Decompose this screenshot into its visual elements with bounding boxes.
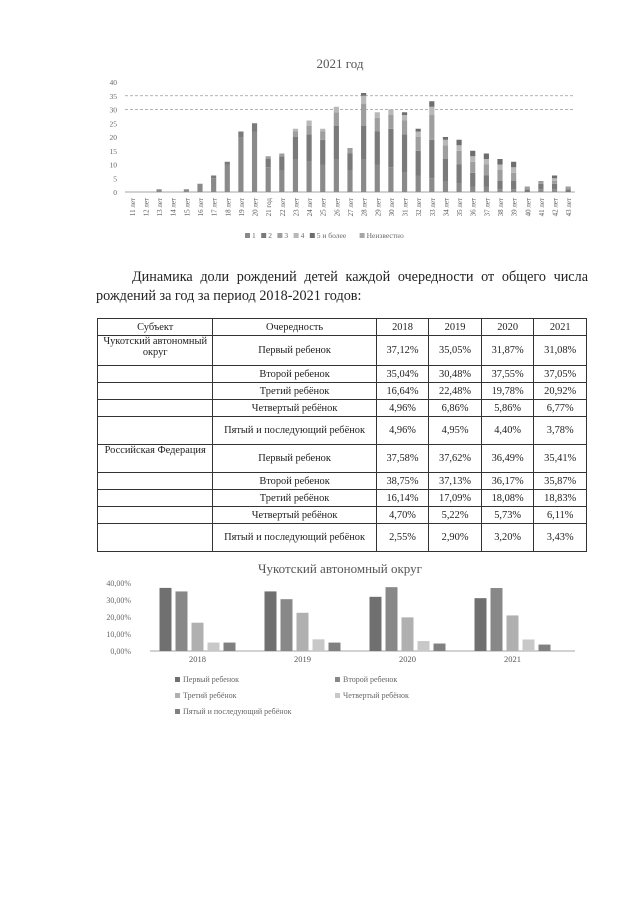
x-tick-label: 2021 <box>504 654 521 664</box>
value-cell: 3,43% <box>534 524 587 552</box>
bar-segment <box>307 121 312 127</box>
x-tick-label: 12 лет <box>142 198 151 217</box>
value-cell: 37,55% <box>481 366 534 383</box>
bar-segment <box>334 112 339 126</box>
y-tick-label: 0 <box>113 188 117 197</box>
y-tick-label: 5 <box>113 174 117 184</box>
header-2019: 2019 <box>429 319 482 336</box>
bar-segment <box>388 115 393 129</box>
birth-order-table <box>97 318 587 552</box>
x-tick-label: 20 лет <box>251 198 260 217</box>
bar-segment <box>184 189 189 192</box>
x-tick-label: 35 лет <box>456 198 465 217</box>
x-tick-label: 30 лет <box>387 198 396 217</box>
bar-segment <box>566 187 571 190</box>
x-tick-label: 18 лет <box>224 198 233 217</box>
legend-label: 5 и более <box>316 231 347 240</box>
value-cell: 37,62% <box>429 445 482 473</box>
legend-swatch <box>245 233 250 238</box>
legend-label: 3 <box>284 231 289 240</box>
bar-segment <box>538 184 543 190</box>
bar <box>224 643 236 651</box>
bar-segment <box>416 151 421 176</box>
value-cell: 22,48% <box>429 383 482 400</box>
value-cell: 31,08% <box>534 336 587 366</box>
x-tick-label: 2018 <box>189 654 206 664</box>
value-cell: 3,20% <box>481 524 534 552</box>
bar-segment <box>525 187 530 190</box>
subject-cell <box>98 473 213 490</box>
y-tick-label: 10 <box>109 160 117 170</box>
x-tick-label: 2019 <box>294 654 311 664</box>
y-tick-label: 10,00% <box>106 630 131 639</box>
order-cell: Четвертый ребёнок <box>213 400 376 417</box>
value-cell: 20,92% <box>534 383 587 400</box>
value-cell: 17,09% <box>429 490 482 507</box>
order-cell: Пятый и последующий ребёнок <box>213 417 376 445</box>
x-tick-label: 16 лет <box>197 198 205 217</box>
legend-label: Первый ребенок <box>183 675 239 684</box>
header-2020: 2020 <box>481 319 534 336</box>
bar-segment <box>484 159 489 165</box>
value-cell: 18,83% <box>534 490 587 507</box>
bar-segment <box>552 181 557 184</box>
value-cell: 31,87% <box>481 336 534 366</box>
bar-segment <box>484 154 489 160</box>
value-cell: 35,41% <box>534 445 587 473</box>
bar-segment <box>552 176 557 179</box>
bar-segment <box>347 148 352 154</box>
bar <box>281 599 293 651</box>
bar-segment <box>511 167 516 173</box>
bar-segment <box>511 162 516 168</box>
value-cell: 18,08% <box>481 490 534 507</box>
y-tick-label: 40,00% <box>106 579 131 588</box>
table-row <box>98 524 587 552</box>
bar <box>208 643 220 651</box>
bar-segment <box>470 162 475 173</box>
bar-segment <box>402 115 407 121</box>
bar-segment <box>347 154 352 171</box>
value-cell: 5,86% <box>481 400 534 417</box>
x-tick-label: 21 год <box>265 198 274 217</box>
bar-segment <box>497 189 502 192</box>
bar <box>475 598 487 651</box>
bar-segment <box>402 121 407 135</box>
header-order: Очередность <box>213 319 376 336</box>
value-cell: 35,87% <box>534 473 587 490</box>
bar-segment <box>211 176 216 179</box>
bar-segment <box>484 165 489 176</box>
bar-segment <box>334 159 339 192</box>
x-tick-label: 2020 <box>399 654 416 664</box>
subject-cell: Чукотский автономный округ <box>98 336 213 366</box>
y-tick-label: 15 <box>109 146 117 156</box>
bar-segment <box>457 165 462 184</box>
value-cell: 38,75% <box>376 473 429 490</box>
order-cell: Второй ребенок <box>213 366 376 383</box>
value-cell: 3,78% <box>534 417 587 445</box>
table-row <box>98 383 587 400</box>
bar-segment <box>266 156 271 159</box>
table-row <box>98 490 587 507</box>
x-tick-label: 19 лет <box>237 198 246 217</box>
chukotka-share-chart <box>95 558 585 728</box>
legend-swatch <box>335 693 340 698</box>
bar-segment <box>552 184 557 190</box>
bar-segment <box>375 165 380 193</box>
x-tick-label: 39 лет <box>510 198 519 217</box>
bar-segment <box>279 170 284 192</box>
bar-segment <box>416 132 421 138</box>
legend-swatch <box>294 233 299 238</box>
bar <box>297 613 309 651</box>
bar-segment <box>402 112 407 115</box>
table-row <box>98 445 587 473</box>
value-cell: 37,05% <box>534 366 587 383</box>
bar <box>370 597 382 651</box>
dynamics-paragraph: Динамика доли рождений детей каждой очередности от общего числа рождений за год за период 2018-2021 годов: <box>96 269 588 304</box>
bar-segment <box>375 118 380 132</box>
bar-segment <box>388 110 393 116</box>
x-tick-label: 11 лет <box>128 198 137 217</box>
bar-segment <box>361 104 366 126</box>
value-cell: 4,96% <box>376 400 429 417</box>
bar-segment <box>225 165 230 193</box>
bar-segment <box>511 181 516 189</box>
y-tick-label: 0,00% <box>110 647 131 656</box>
table-row <box>98 473 587 490</box>
bar-segment <box>361 159 366 192</box>
legend-label: Пятый и последующий ребёнок <box>183 707 292 716</box>
y-tick-label: 40 <box>109 78 117 87</box>
order-cell: Второй ребенок <box>213 473 376 490</box>
bar-segment <box>375 132 380 165</box>
bar <box>329 643 341 651</box>
bar <box>160 588 172 651</box>
value-cell: 6,77% <box>534 400 587 417</box>
value-cell: 16,14% <box>376 490 429 507</box>
legend-label: 1 <box>252 231 256 240</box>
value-cell: 37,13% <box>429 473 482 490</box>
bar-segment <box>320 165 325 193</box>
bar-segment <box>279 156 284 170</box>
bar <box>418 641 430 651</box>
x-tick-label: 40 лет <box>524 198 533 217</box>
table-row <box>98 400 587 417</box>
bar-segment <box>457 184 462 192</box>
x-tick-label: 38 лет <box>497 198 505 217</box>
x-tick-label: 26 лет <box>333 198 342 217</box>
bar-segment <box>388 167 393 192</box>
legend-label: Четвертый ребёнок <box>343 691 409 700</box>
x-tick-label: 33 лет <box>428 198 437 217</box>
order-cell: Третий ребёнок <box>213 490 376 507</box>
x-tick-label: 15 лет <box>183 198 192 217</box>
bar-segment <box>225 162 230 165</box>
bar-segment <box>484 176 489 187</box>
bar-segment <box>443 159 448 181</box>
bar-segment <box>443 140 448 146</box>
bar-segment <box>443 137 448 140</box>
x-tick-label: 42 лет <box>551 198 560 217</box>
legend-swatch <box>175 693 180 698</box>
x-tick-label: 13 лет <box>156 198 165 217</box>
bar <box>265 591 277 651</box>
bar-segment <box>279 154 284 157</box>
bar-segment <box>470 187 475 193</box>
bar <box>176 591 188 651</box>
bar-segment <box>320 140 325 165</box>
bar-segment <box>361 96 366 104</box>
bar-segment <box>497 159 502 165</box>
value-cell: 4,96% <box>376 417 429 445</box>
subject-cell <box>98 507 213 524</box>
legend-swatch <box>360 233 365 238</box>
x-tick-label: 41 лет <box>537 198 546 217</box>
bar <box>507 615 519 651</box>
subject-cell <box>98 383 213 400</box>
bar-segment <box>429 115 434 140</box>
bar-segment <box>470 156 475 162</box>
x-tick-label: 36 лет <box>469 198 478 217</box>
value-cell: 4,40% <box>481 417 534 445</box>
value-cell: 36,17% <box>481 473 534 490</box>
subject-cell <box>98 524 213 552</box>
header-2021: 2021 <box>534 319 587 336</box>
value-cell: 4,70% <box>376 507 429 524</box>
value-cell: 6,11% <box>534 507 587 524</box>
legend-label: Неизвестно <box>366 231 404 240</box>
bar-segment <box>347 170 352 192</box>
bar-segment <box>238 132 243 138</box>
bar <box>386 587 398 651</box>
header-2018: 2018 <box>376 319 429 336</box>
order-cell: Первый ребенок <box>213 445 376 473</box>
value-cell: 37,58% <box>376 445 429 473</box>
bar <box>434 644 446 651</box>
subject-cell <box>98 490 213 507</box>
bar-segment <box>416 129 421 132</box>
bar-segment <box>334 126 339 159</box>
bar-segment <box>320 129 325 132</box>
bar-segment <box>429 101 434 107</box>
bar-segment <box>566 189 571 192</box>
table-row <box>98 336 587 366</box>
legend-label: Второй ребенок <box>343 675 398 684</box>
value-cell: 36,49% <box>481 445 534 473</box>
legend-swatch <box>175 677 180 682</box>
bar-segment <box>388 129 393 168</box>
bar-segment <box>375 112 380 118</box>
value-cell: 4,95% <box>429 417 482 445</box>
bar-segment <box>552 178 557 181</box>
bar-segment <box>307 126 312 134</box>
table-row <box>98 417 587 445</box>
subject-cell: Российская Федерация <box>98 445 213 473</box>
bar-segment <box>266 167 271 192</box>
bar <box>491 588 503 651</box>
order-cell: Первый ребенок <box>213 336 376 366</box>
x-tick-label: 29 лет <box>374 198 383 217</box>
subject-cell <box>98 417 213 445</box>
x-tick-label: 27 лет <box>347 198 355 217</box>
bar-segment <box>497 181 502 189</box>
legend-swatch <box>277 233 282 238</box>
bar-segment <box>361 126 366 159</box>
value-cell: 30,48% <box>429 366 482 383</box>
bar-segment <box>429 107 434 115</box>
value-cell: 6,86% <box>429 400 482 417</box>
bar-segment <box>457 140 462 146</box>
table-header-row <box>98 319 587 336</box>
legend-swatch <box>335 677 340 682</box>
value-cell: 16,64% <box>376 383 429 400</box>
bar-segment <box>511 173 516 181</box>
bar-segment <box>293 159 298 192</box>
y-tick-label: 30,00% <box>106 596 131 605</box>
bar-segment <box>293 129 298 132</box>
chart-title: Чукотский автономный округ <box>258 561 422 576</box>
bar-segment <box>307 134 312 162</box>
x-tick-label: 43 лет <box>565 198 574 217</box>
order-cell: Пятый и последующий ребёнок <box>213 524 376 552</box>
y-tick-label: 20 <box>109 133 117 142</box>
bar <box>523 639 535 651</box>
header-subject: Субъект <box>98 319 213 336</box>
births-by-age-chart <box>95 52 585 247</box>
x-tick-label: 14 лет <box>169 198 178 217</box>
value-cell: 19,78% <box>481 383 534 400</box>
bar-segment <box>238 137 243 192</box>
bar-segment <box>293 132 298 138</box>
value-cell: 2,55% <box>376 524 429 552</box>
x-tick-label: 31 лет <box>401 198 410 217</box>
bar-segment <box>470 173 475 187</box>
bar-segment <box>538 181 543 184</box>
value-cell: 35,04% <box>376 366 429 383</box>
bar-segment <box>211 178 216 192</box>
bar-segment <box>361 93 366 96</box>
bar <box>402 617 414 651</box>
bar-segment <box>402 173 407 192</box>
bar-segment <box>497 170 502 181</box>
bar-segment <box>511 189 516 192</box>
order-cell: Третий ребёнок <box>213 383 376 400</box>
legend-swatch <box>310 233 315 238</box>
x-tick-label: 32 лет <box>415 198 424 217</box>
bar-segment <box>484 187 489 193</box>
bar-segment <box>416 137 421 151</box>
table-row <box>98 366 587 383</box>
x-tick-label: 22 лет <box>278 198 287 217</box>
bar-segment <box>197 184 202 192</box>
bar-segment <box>552 189 557 192</box>
bar <box>313 639 325 651</box>
bar-segment <box>334 107 339 113</box>
table-row <box>98 507 587 524</box>
y-tick-label: 35 <box>109 91 117 101</box>
bar-segment <box>443 145 448 159</box>
bar-segment <box>429 178 434 192</box>
x-tick-label: 24 лет <box>306 198 315 217</box>
bar-segment <box>525 189 530 192</box>
value-cell: 5,22% <box>429 507 482 524</box>
subject-cell <box>98 400 213 417</box>
bar-segment <box>457 145 462 151</box>
bar-segment <box>320 132 325 140</box>
bar-segment <box>402 134 407 173</box>
legend-swatch <box>261 233 266 238</box>
bar-segment <box>538 189 543 192</box>
bar-segment <box>470 151 475 157</box>
value-cell: 35,05% <box>429 336 482 366</box>
x-tick-label: 23 лет <box>292 198 301 217</box>
y-tick-label: 30 <box>109 105 117 115</box>
bar-segment <box>157 189 162 192</box>
bar <box>192 623 204 651</box>
legend-swatch <box>175 709 180 714</box>
chart-title: 2021 год <box>316 56 364 71</box>
y-tick-label: 25 <box>109 119 117 129</box>
bar-segment <box>443 181 448 192</box>
bar-segment <box>429 140 434 179</box>
legend-label: 4 <box>300 231 305 240</box>
bar-segment <box>457 151 462 165</box>
x-tick-label: 28 лет <box>360 198 369 217</box>
x-tick-label: 34 лет <box>442 198 451 217</box>
bar-segment <box>252 123 257 131</box>
x-tick-label: 37 лет <box>483 198 492 217</box>
bar-segment <box>266 159 271 167</box>
bar-segment <box>252 132 257 193</box>
y-tick-label: 20,00% <box>106 613 131 622</box>
bar-segment <box>293 137 298 159</box>
value-cell: 5,73% <box>481 507 534 524</box>
x-tick-label: 17 лет <box>210 198 219 217</box>
bar <box>539 645 551 651</box>
legend-label: Третий ребёнок <box>183 691 237 700</box>
legend-label: 2 <box>268 231 272 240</box>
order-cell: Четвертый ребёнок <box>213 507 376 524</box>
bar-segment <box>497 165 502 171</box>
bar-segment <box>307 162 312 192</box>
x-tick-label: 25 лет <box>319 198 328 217</box>
subject-cell <box>98 366 213 383</box>
value-cell: 37,12% <box>376 336 429 366</box>
bar-segment <box>416 176 421 193</box>
value-cell: 2,90% <box>429 524 482 552</box>
